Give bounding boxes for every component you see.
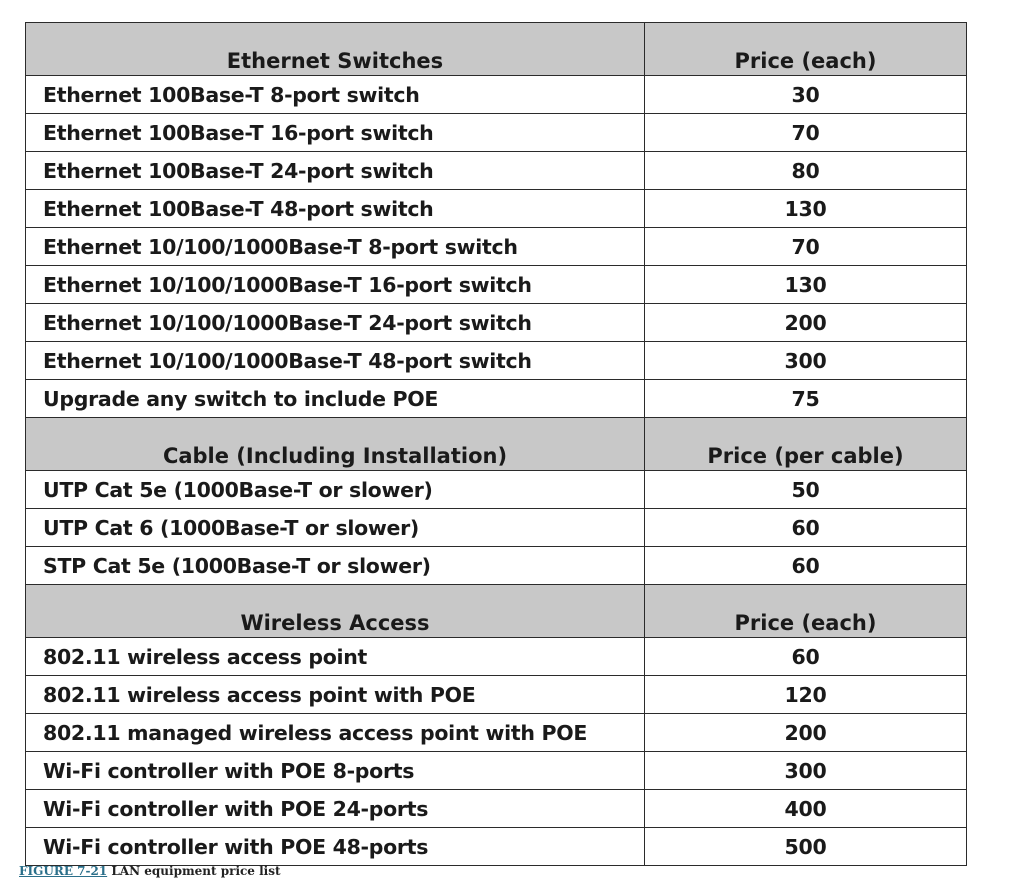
table-row [26,509,967,547]
price-cell: 60 [645,509,967,547]
table-row [26,790,967,828]
item-cell: UTP Cat 6 (1000Base-T or slower) [26,509,645,547]
section-header-item: Cable (Including Installation) [26,418,645,471]
price-cell: 300 [645,752,967,790]
price-cell: 60 [645,547,967,585]
item-cell: Ethernet 100Base-T 16-port switch [26,114,645,152]
item-cell: 802.11 wireless access point with POE [26,676,645,714]
price-cell: 130 [645,190,967,228]
price-list-table [25,22,967,866]
price-cell: 70 [645,228,967,266]
table-row [26,228,967,266]
item-cell: Wi-Fi controller with POE 8-ports [26,752,645,790]
item-cell: Ethernet 10/100/1000Base-T 16-port switch [26,266,645,304]
price-cell: 300 [645,342,967,380]
table-row [26,380,967,418]
table-row [26,471,967,509]
price-cell: 200 [645,304,967,342]
item-cell: Ethernet 10/100/1000Base-T 8-port switch [26,228,645,266]
section-header-item: Wireless Access [26,585,645,638]
section-header-price: Price (each) [645,585,967,638]
price-cell: 50 [645,471,967,509]
price-cell: 30 [645,76,967,114]
item-cell: Upgrade any switch to include POE [26,380,645,418]
section-header-price: Price (per cable) [645,418,967,471]
price-cell: 80 [645,152,967,190]
item-cell: 802.11 managed wireless access point with POE [26,714,645,752]
item-cell: UTP Cat 5e (1000Base-T or slower) [26,471,645,509]
price-cell: 70 [645,114,967,152]
item-cell: Ethernet 100Base-T 48-port switch [26,190,645,228]
table-row [26,638,967,676]
price-cell: 75 [645,380,967,418]
table-row [26,547,967,585]
price-cell: 500 [645,828,967,866]
table-row [26,114,967,152]
section-header-row [26,585,967,638]
price-cell: 200 [645,714,967,752]
section-header-row [26,418,967,471]
table-row [26,714,967,752]
item-cell: Ethernet 10/100/1000Base-T 48-port switch [26,342,645,380]
item-cell: Ethernet 10/100/1000Base-T 24-port switch [26,304,645,342]
table-row [26,342,967,380]
price-cell: 130 [645,266,967,304]
figure-caption [19,864,281,878]
table-row [26,266,967,304]
item-cell: Ethernet 100Base-T 8-port switch [26,76,645,114]
price-cell: 120 [645,676,967,714]
table-row [26,190,967,228]
table-row [26,304,967,342]
price-cell: 400 [645,790,967,828]
item-cell: STP Cat 5e (1000Base-T or slower) [26,547,645,585]
table-row [26,752,967,790]
section-header-price: Price (each) [645,23,967,76]
item-cell: Wi-Fi controller with POE 24-ports [26,790,645,828]
item-cell: 802.11 wireless access point [26,638,645,676]
section-header-row [26,23,967,76]
table-row [26,152,967,190]
figure-reference-link[interactable]: FIGURE 7-21 [19,864,108,878]
price-list-body [26,23,967,866]
price-cell: 60 [645,638,967,676]
item-cell: Wi-Fi controller with POE 48-ports [26,828,645,866]
table-row [26,828,967,866]
item-cell: Ethernet 100Base-T 24-port switch [26,152,645,190]
table-row [26,76,967,114]
table-row [26,676,967,714]
section-header-item: Ethernet Switches [26,23,645,76]
caption-text: LAN equipment price list [111,864,281,878]
